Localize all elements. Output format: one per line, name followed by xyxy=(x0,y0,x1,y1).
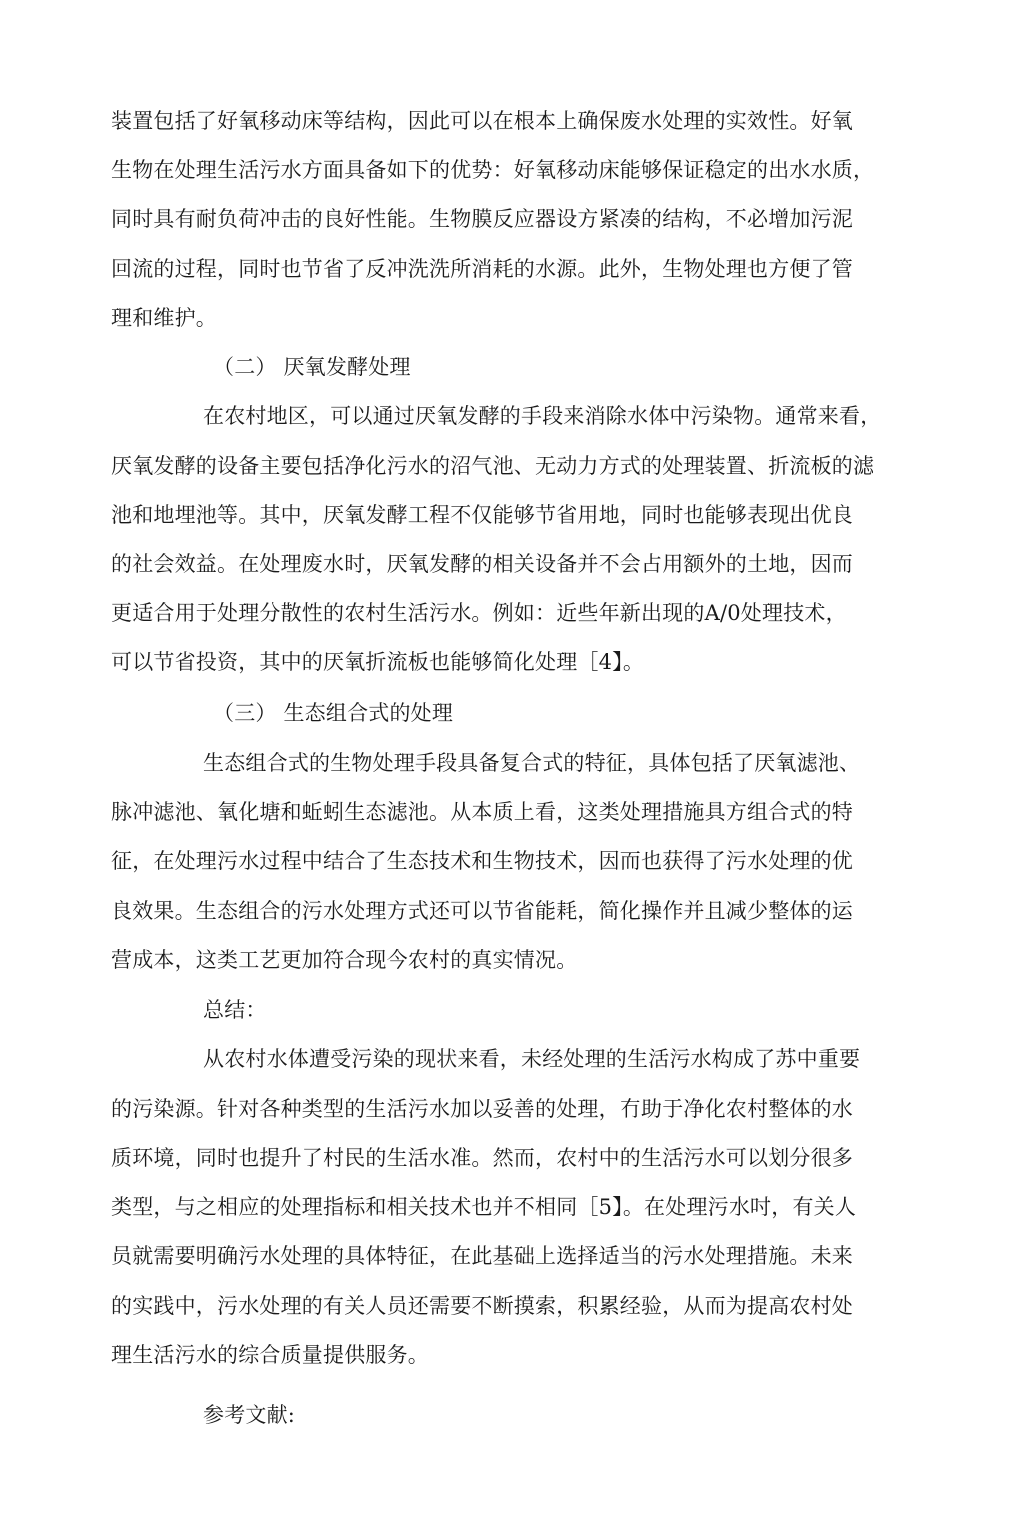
paragraph-line: 装置包括了好氧移动床等结构，因此可以在根本上确保废水处理的实效性。好氧 xyxy=(111,109,853,133)
paragraph-line: 员就需要明确污水处理的具体特征，在此基础上选择适当的污水处理措施。未来 xyxy=(111,1244,853,1268)
summary-heading: 总结： xyxy=(203,998,267,1022)
paragraph-line: 理和维护。 xyxy=(111,306,217,330)
paragraph-line: 同时具有耐负荷冲击的良好性能。生物膜反应器设方紧凑的结构，不必增加污泥 xyxy=(111,207,853,231)
paragraph-line: 厌氧发酵的设备主要包括净化污水的沼气池、无动力方式的处理装置、折流板的滤 xyxy=(111,454,875,478)
paragraph-line: 良效果。生态组合的污水处理方式还可以节省能耗，简化操作并且减少整体的运 xyxy=(111,899,853,923)
paragraph-line: 征，在处理污水过程中结合了生态技术和生物技术，因而也获得了污水处理的优 xyxy=(111,849,853,873)
paragraph-line: 脉冲滤池、氧化塘和蚯蚓生态滤池。从本质上看，这类处理措施具方组合式的特 xyxy=(111,800,853,824)
references-heading: 参考文献: xyxy=(203,1403,296,1427)
paragraph-line: 生物在处理生活污水方面具备如下的优势：好氧移动床能够保证稳定的出水水质， xyxy=(111,158,875,182)
paragraph-line: 可以节省投资，其中的厌氧折流板也能够简化处理［4】。 xyxy=(111,650,645,674)
paragraph-line: 类型，与之相应的处理指标和相关技术也并不相同［5】。在处理污水吋，有关人 xyxy=(111,1195,857,1219)
paragraph-line: 的实践中，污水处理的有关人员还需要不断摸索，积累经验，从而为提高农村处 xyxy=(111,1294,853,1318)
paragraph-line: 理生活污水的综合质量提供服务。 xyxy=(111,1343,429,1367)
paragraph-line: 质环境，同时也提升了村民的生活水准。然而，农村中的生活污水可以划分很多 xyxy=(111,1146,853,1170)
paragraph-line: 池和地埋池等。其中，厌氧发酵工程不仅能够节省用地，同时也能够表现出优良 xyxy=(111,503,853,527)
paragraph-line: 的污染源。针对各种类型的生活污水加以妥善的处理，冇助于净化农村整体的水 xyxy=(111,1097,853,1121)
section-heading: （三） 生态组合式的处理 xyxy=(213,701,454,725)
section-heading: （二） 厌氧发酵处理 xyxy=(213,355,411,379)
paragraph-line: 的社会效益。在处理废水时，厌氧发酵的相关设备并不会占用额外的土地，因而 xyxy=(111,552,853,576)
paragraph-line: 更适合用于处理分散性的农村生活污水。例如：近些年新出现的A/0处理技术， xyxy=(111,601,847,625)
paragraph-line: 营成本，这类工艺更加符合现今农村的真实情况。 xyxy=(111,948,578,972)
paragraph-line: 从农村水体遭受污染的现状来看，未经处理的生活污水构成了苏中重要 xyxy=(203,1047,861,1071)
paragraph-line: 回流的过程，同时也节省了反冲洗洗所消耗的水源。此外，生物处理也方便了管 xyxy=(111,257,853,281)
paragraph-line: 生态组合式的生物处理手段具备复合式的特征，具体包括了厌氧滤池、 xyxy=(203,751,861,775)
paragraph-line: 在农村地区，可以通过厌氧发酵的手段来消除水体中污染物。通常来看， xyxy=(203,404,882,428)
